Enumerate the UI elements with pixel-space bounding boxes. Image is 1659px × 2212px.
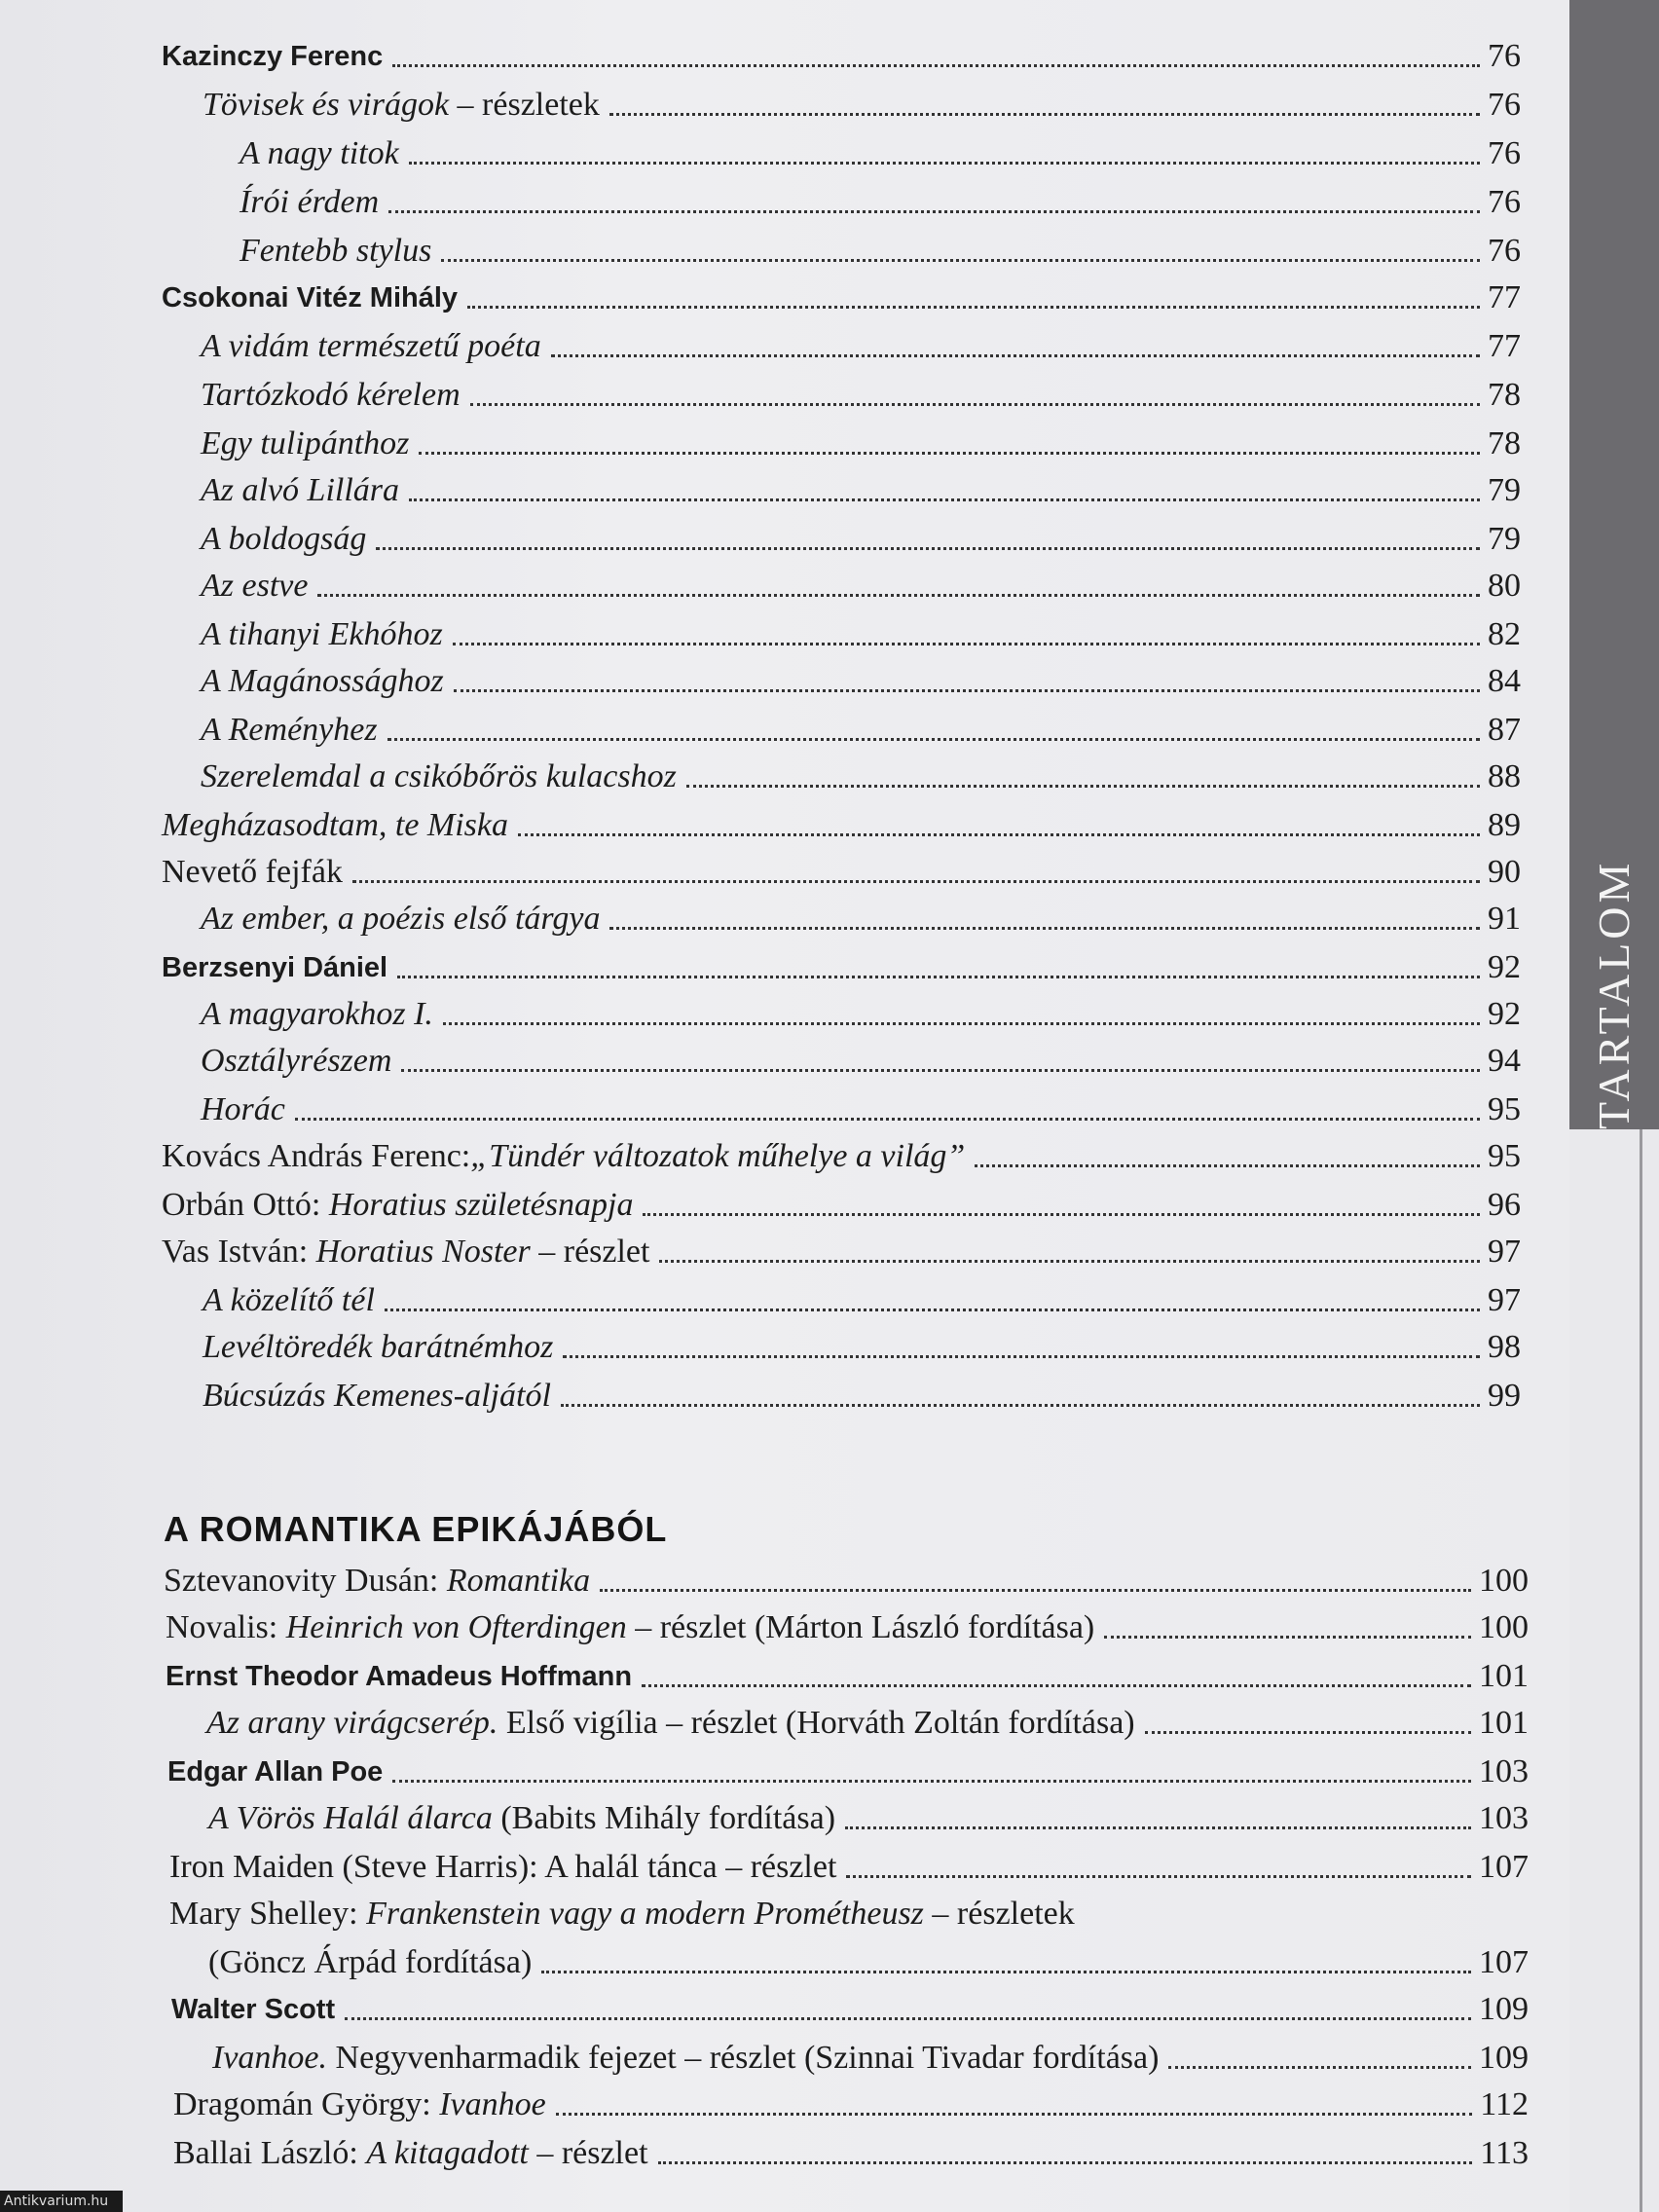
toc-entry[interactable] [201, 1087, 1521, 1133]
toc-entry-page: 90 [1488, 854, 1521, 890]
toc-entry[interactable] [206, 1700, 1529, 1747]
toc-entry-title: Frankenstein vagy a modern Prométheusz [366, 1896, 924, 1932]
toc-entry[interactable] [201, 516, 1521, 563]
toc-entry-title: Egy tulipánthoz [201, 425, 410, 461]
dot-leader [392, 64, 1480, 67]
toc-entry-page: 76 [1488, 135, 1521, 171]
toc-entry-page: 95 [1488, 1138, 1521, 1174]
toc-entry-page: 95 [1488, 1091, 1521, 1127]
dot-leader [419, 452, 1480, 455]
toc-entry-page: 107 [1479, 1944, 1529, 1980]
toc-entry-note: (Göncz Árpád fordítása) [208, 1944, 533, 1980]
toc-entry-page: 98 [1488, 1329, 1521, 1365]
toc-entry[interactable] [166, 1604, 1529, 1651]
dot-leader [1145, 1731, 1471, 1734]
toc-entry-page: 76 [1488, 233, 1521, 269]
toc-entry[interactable] [173, 2082, 1529, 2128]
dot-leader [470, 403, 1480, 406]
toc-entry-title: Walter Scott [171, 1994, 336, 2025]
toc-entry-page: 97 [1488, 1282, 1521, 1318]
dot-leader [295, 1118, 1480, 1121]
toc-entry-page: 89 [1488, 807, 1521, 843]
toc-entry-page: 76 [1488, 38, 1521, 74]
toc-entry-page: 79 [1488, 521, 1521, 557]
toc-entry-page: 76 [1488, 184, 1521, 220]
dot-leader [609, 927, 1480, 930]
toc-entry-title: Fentebb stylus [240, 233, 432, 269]
toc-entry-title: „Tündér változatok műhelye a világ” [470, 1138, 966, 1174]
toc-entry[interactable] [201, 658, 1521, 705]
dot-leader [845, 1826, 1471, 1829]
toc-entry-page: 97 [1488, 1234, 1521, 1270]
toc-entry-title: Tövisek és virágok [203, 87, 450, 123]
dot-leader [385, 1309, 1480, 1311]
toc-entry-author[interactable] [171, 1986, 1529, 2033]
toc-entry-page: 78 [1488, 377, 1521, 413]
toc-entry[interactable] [201, 323, 1521, 370]
toc-entry-page: 77 [1488, 328, 1521, 364]
dot-leader [658, 2161, 1473, 2164]
dot-leader [397, 976, 1480, 978]
side-tab-rule [1640, 1129, 1642, 2212]
toc-entry-title: A vidám természetű poéta [201, 328, 541, 364]
toc-entry-title: Tartózkodó kérelem [201, 377, 461, 413]
toc-entry-page: 109 [1479, 1991, 1529, 2027]
toc-entry[interactable] [203, 1373, 1521, 1419]
dot-leader [454, 689, 1480, 692]
toc-entry-page: 107 [1479, 1849, 1529, 1885]
toc-entry-title: A tihanyi Ekhóhoz [201, 616, 443, 652]
toc-entry[interactable] [201, 754, 1521, 800]
toc-entry-page: 94 [1488, 1043, 1521, 1079]
toc-entry-title: Iron Maiden (Steve Harris): A halál tánca – részlet [169, 1849, 837, 1885]
toc-entry-note: Első vigília – részlet (Horváth Zoltán fordítása) [498, 1705, 1135, 1741]
dot-leader [551, 354, 1480, 357]
toc-entry-page: 100 [1479, 1609, 1529, 1645]
dot-leader [409, 162, 1480, 165]
dot-leader [401, 1069, 1480, 1072]
toc-entry-note: (Babits Mihály fordítása) [492, 1800, 836, 1836]
toc-entry-author-name: Kovács András Ferenc: [162, 1138, 471, 1174]
toc-entry-page: 103 [1479, 1800, 1529, 1836]
dot-leader [392, 1780, 1471, 1783]
toc-entry-author[interactable] [162, 944, 1521, 991]
toc-entry-title: Csokonai Vitéz Mihály [162, 282, 459, 313]
toc-entry-title: A közelítő tél [203, 1282, 375, 1318]
dot-leader [563, 1355, 1480, 1358]
toc-entry-title: A nagy titok [240, 135, 399, 171]
toc-entry[interactable] [169, 1844, 1529, 1891]
toc-entry-title: A Reményhez [201, 712, 378, 748]
toc-entry-title: Kazinczy Ferenc [162, 41, 384, 72]
toc-entry[interactable] [162, 1182, 1521, 1229]
toc-entry[interactable] [201, 467, 1521, 514]
toc-entry-author-name: Vas István: [162, 1234, 316, 1270]
dot-leader [600, 1589, 1471, 1592]
toc-entry[interactable] [203, 1277, 1521, 1324]
dot-leader [541, 1971, 1471, 1973]
toc-entry-title: A Vörös Halál álarca [208, 1800, 493, 1836]
toc-entry-author-name: Dragomán György: [173, 2086, 440, 2122]
dot-leader [1104, 1636, 1471, 1639]
toc-entry-title: Ernst Theodor Amadeus Hoffmann [166, 1661, 633, 1692]
dot-leader [642, 1684, 1471, 1687]
dot-leader [376, 547, 1480, 550]
toc-entry[interactable] [201, 1038, 1521, 1085]
toc-entry-author-name: Ballai László: [173, 2135, 367, 2171]
toc-entry-author-name: Novalis: [166, 1609, 286, 1645]
toc-entry-page: 82 [1488, 616, 1521, 652]
toc-entry-title: Horác [201, 1091, 285, 1127]
toc-entry[interactable] [162, 1229, 1521, 1275]
toc-entry-author[interactable] [162, 275, 1521, 321]
dot-leader [345, 2017, 1471, 2020]
toc-entry-title: Edgar Allan Poe [167, 1756, 384, 1788]
toc-entry-note: – részlet (Márton László fordítása) [626, 1609, 1095, 1645]
toc-entry-title: Az arany virágcserép. [206, 1705, 498, 1741]
toc-entry-title: Szerelemdal a csikóbőrös kulacshoz [201, 758, 677, 794]
toc-entry-note: – részletek [923, 1896, 1075, 1932]
toc-entry-page: 99 [1488, 1378, 1521, 1414]
toc-entry-title: A boldogság [201, 521, 367, 557]
toc-entry-title: Ivanhoe [439, 2086, 546, 2122]
toc-entry-page: 100 [1479, 1563, 1529, 1599]
toc-entry-note: – részletek [449, 87, 600, 123]
toc-entry[interactable] [212, 2035, 1529, 2082]
dot-leader [317, 594, 1480, 597]
toc-entry-page: 113 [1480, 2135, 1529, 2171]
toc-entry-title: Ivanhoe. [212, 2040, 328, 2076]
toc-entry-title: Heinrich von Ofterdingen [285, 1609, 627, 1645]
toc-entry-title: Az ember, a poézis első tárgya [201, 901, 601, 937]
toc-entry-author[interactable] [162, 33, 1521, 80]
toc-entry-page: 103 [1479, 1753, 1529, 1789]
dot-leader [561, 1404, 1480, 1407]
watermark: Antikvarium.hu [0, 2191, 123, 2212]
toc-entry-note: – részlet [528, 2135, 648, 2171]
toc-entry-author-name: Orbán Ottó: [162, 1187, 329, 1223]
toc-entry-title: Az estve [201, 568, 309, 604]
toc-entry[interactable] [162, 1133, 1521, 1180]
toc-entry-title: Romantika [446, 1563, 591, 1599]
toc-entry-title: Berzsenyi Dániel [162, 952, 388, 983]
toc-entry-title: A Magánossághoz [201, 663, 444, 699]
toc-entry-title: Írói érdem [240, 184, 380, 220]
dot-leader [441, 259, 1480, 262]
dot-leader [846, 1875, 1471, 1878]
dot-leader [643, 1213, 1480, 1216]
toc-entry-title: Horatius Noster [315, 1234, 531, 1270]
toc-entry-author[interactable] [167, 1749, 1529, 1795]
toc-entry[interactable] [201, 611, 1521, 658]
toc-entry[interactable] [162, 802, 1521, 849]
toc-entry-title: Nevető fejfák [162, 854, 343, 890]
toc-entry[interactable] [201, 991, 1521, 1038]
toc-entry-page: 78 [1488, 425, 1521, 461]
toc-entry[interactable] [201, 372, 1521, 419]
dot-leader [387, 738, 1480, 741]
toc-entry[interactable] [201, 707, 1521, 754]
toc-entry-page: 84 [1488, 663, 1521, 699]
dot-leader [409, 498, 1480, 501]
dot-leader [388, 210, 1480, 213]
toc-entry-page: 96 [1488, 1187, 1521, 1223]
toc-entry[interactable] [201, 563, 1521, 609]
dot-leader [352, 880, 1480, 883]
dot-leader [556, 2113, 1473, 2116]
toc-entry-note: Negyvenharmadik fejezet – részlet (Szinnai Tivadar fordítása) [327, 2040, 1160, 2076]
toc-entry-page: 77 [1488, 279, 1521, 315]
dot-leader [686, 785, 1480, 788]
toc-entry-title: Búcsúzás Kemenes-aljától [203, 1378, 551, 1414]
toc-entry[interactable] [203, 1324, 1521, 1371]
dot-leader [609, 113, 1480, 116]
dot-leader [1168, 2066, 1471, 2069]
toc-entry-author-name: Mary Shelley: [169, 1896, 367, 1932]
toc-entry-page: 109 [1479, 2040, 1529, 2076]
section-heading: A ROMANTIKA EPIKÁJÁBÓL [164, 1509, 668, 1549]
toc-entry-title: Horatius születésnapja [328, 1187, 634, 1223]
toc-entry-title: A kitagadott [366, 2135, 529, 2171]
toc-entry-page: 112 [1480, 2086, 1529, 2122]
dot-leader [453, 643, 1480, 645]
toc-entry[interactable] [240, 228, 1521, 275]
side-tab-label: TARTALOM [1589, 859, 1639, 1129]
toc-entry-title: Megházasodtam, te Miska [162, 807, 509, 843]
toc-entry-page: 88 [1488, 758, 1521, 794]
toc-entry-page: 91 [1488, 901, 1521, 937]
toc-entry[interactable] [201, 421, 1521, 467]
toc-entry-title: Az alvó Lillára [201, 472, 400, 508]
toc-entry-first-line [169, 1891, 1075, 1937]
toc-entry-author-name: Sztevanovity Dusán: [164, 1563, 447, 1599]
toc-entry-page: 76 [1488, 87, 1521, 123]
toc-entry-author[interactable] [166, 1653, 1529, 1700]
toc-entry[interactable] [162, 849, 1521, 896]
toc-entry[interactable] [208, 1795, 1529, 1842]
toc-entry-page: 92 [1488, 996, 1521, 1032]
toc-entry[interactable] [208, 1939, 1529, 1986]
toc-entry[interactable] [173, 2130, 1529, 2177]
dot-leader [467, 306, 1480, 309]
toc-entry-page: 101 [1479, 1658, 1529, 1694]
dot-leader [443, 1022, 1480, 1025]
toc-entry[interactable] [240, 130, 1521, 177]
toc-entry-title: A magyarokhoz I. [201, 996, 433, 1032]
toc-entry-note: – részlet [530, 1234, 650, 1270]
toc-entry[interactable] [164, 1558, 1529, 1604]
toc-entry-page: 79 [1488, 472, 1521, 508]
toc-entry-title: Levéltöredék barátnémhoz [203, 1329, 554, 1365]
toc-entry-page: 101 [1479, 1705, 1529, 1741]
toc-entry-page: 87 [1488, 712, 1521, 748]
toc-entry[interactable] [203, 82, 1521, 129]
toc-entry-page: 80 [1488, 568, 1521, 604]
dot-leader [975, 1164, 1480, 1167]
toc-entry[interactable] [240, 179, 1521, 226]
dot-leader [659, 1260, 1480, 1263]
toc-entry-title: Osztályrészem [201, 1043, 392, 1079]
toc-entry[interactable] [201, 896, 1521, 942]
toc-entry-page: 92 [1488, 949, 1521, 985]
dot-leader [518, 833, 1480, 836]
